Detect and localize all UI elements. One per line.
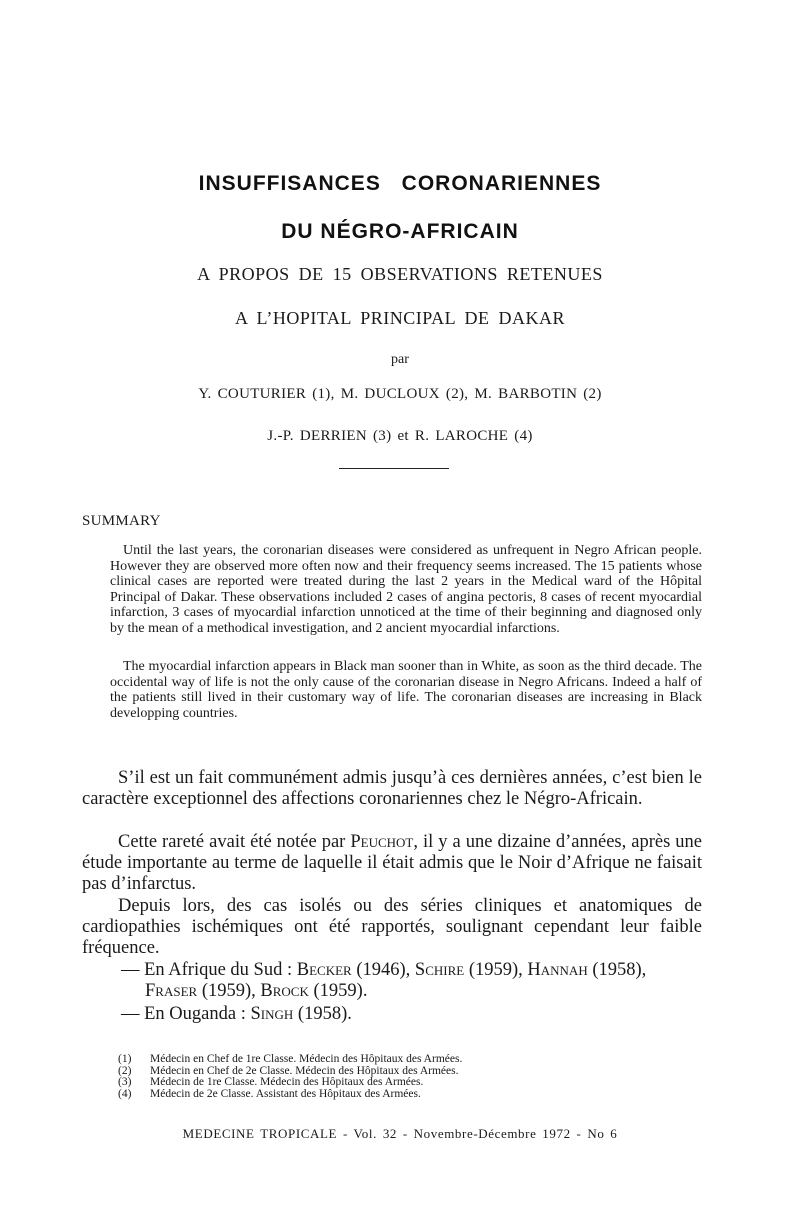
footnote-number: (1) (118, 1053, 132, 1065)
citation-year: (1959), (464, 960, 528, 980)
footnote-text: Médecin de 1re Classe. Médecin des Hôpitaux des Armées. (150, 1076, 424, 1088)
citation-name: Singh (250, 1004, 294, 1024)
journal-footer: MEDECINE TROPICALE - Vol. 32 - Novembre-Décembre 1972 - No 6 (182, 1126, 618, 1141)
citation-name: Schire (414, 960, 465, 980)
footnote (118, 1089, 618, 1101)
list-item-uganda (118, 1004, 706, 1025)
citation-year: (1946), (351, 960, 415, 980)
title-divider (339, 468, 449, 469)
summary-paragraph-2: The myocardial infarction appears in Black man sooner than in White, as soon as the third decade. The occidental way of life is not the only cause of the coronarian disease in Negro Africans. Indeed a half of the patients still lived in their customary way of life. The coronarian diseases are increasing in Black developping countries. (110, 659, 702, 721)
subtitle-line-1: A PROPOS DE 15 OBSERVATIONS RETENUES (197, 264, 603, 284)
byline-par: par (391, 352, 409, 367)
body-paragraph-2 (82, 832, 702, 895)
list-item-prefix: — En Afrique du Sud : (121, 960, 297, 980)
body-paragraph-2-before: Cette rareté avait été notée par (118, 832, 351, 852)
subtitle-line-2: A L’HOPITAL PRINCIPAL DE DAKAR (235, 308, 565, 328)
citation-name: Becker (296, 960, 352, 980)
author-citation: Peuchot (350, 832, 414, 852)
citation-year: (1958), (587, 960, 647, 980)
footnote-number: (3) (118, 1076, 132, 1088)
body-paragraph-2-after: , il y a une dizaine d’années, après une étude importante au terme de laquelle il était admis que le Noir d’Afrique ne faisait pas d’infarctus. (82, 832, 702, 894)
footnote-text: Médecin de 2e Classe. Assistant des Hôpitaux des Armées. (150, 1087, 421, 1100)
citation-year: (1959). (308, 981, 368, 1001)
footnote-number: (2) (118, 1064, 132, 1077)
footnote-number: (4) (118, 1087, 132, 1100)
citation-year: (1958). (293, 1004, 352, 1024)
list-item-south-africa (118, 960, 706, 1002)
authors-line-2: J.-P. DERRIEN (3) et R. LAROCHE (4) (267, 428, 533, 444)
list-item-prefix: — En Ouganda : (121, 1004, 251, 1024)
citation-year: (1959), (197, 981, 261, 1001)
citation-name: Brock (260, 981, 309, 1001)
footnote-text: Médecin en Chef de 1re Classe. Médecin des Hôpitaux des Armées. (150, 1053, 463, 1065)
authors-line-1: Y. COUTURIER (1), M. DUCLOUX (2), M. BARBOTIN (2) (198, 386, 602, 402)
title-line-2: DU NÉGRO-AFRICAIN (281, 220, 519, 243)
citation-name: Hannah (527, 960, 588, 980)
summary-paragraph-1: Until the last years, the coronarian diseases were considered as unfrequent in Negro African people. However they are observed more often now and their frequency seems increased. The 15 patients whose clinical cases are reported were treated during the last 2 years in the Medical ward of the Hôpital Principal of Dakar. These observations included 2 cases of angina pectoris, 8 cases of recent myocardial infarction, 3 cases of myocardial infarction unnoticed at the time of their beginning and diagnosed only by the mean of a methodical investigation, and 2 ancient myocardial infarctions. (110, 543, 702, 636)
footnote-text: Médecin en Chef de 2e Classe. Médecin des Hôpitaux des Armées. (150, 1064, 459, 1077)
footnotes (118, 1054, 618, 1100)
summary-heading: SUMMARY (82, 513, 161, 529)
citation-name: Fraser (145, 981, 198, 1001)
body-paragraph-3: Depuis lors, des cas isolés ou des séries cliniques et anatomiques de cardiopathies ischémiques ont été rapportés, soulignant cependant leur faible fréquence. (82, 896, 702, 958)
title-line-1: INSUFFISANCES CORONARIENNES (198, 172, 602, 195)
body-paragraph-1: S’il est un fait communément admis jusqu’à ces dernières années, c’est bien le caractère exceptionnel des affections coronariennes chez le Négro-Africain. (82, 768, 702, 809)
